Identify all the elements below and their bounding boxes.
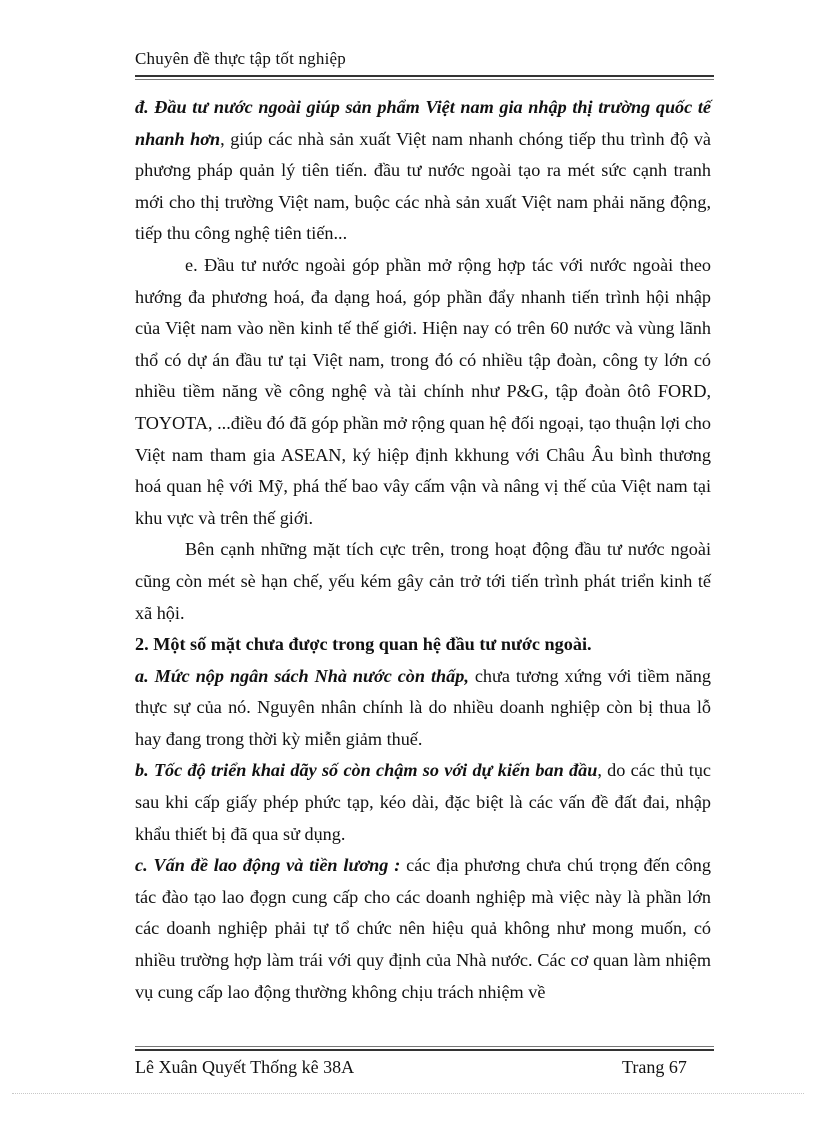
page-boundary-dotted-line [12,1093,804,1094]
paragraph-b [135,755,711,850]
paragraph-c-heading: c. Vấn đề lao động và tiền lương : [135,855,401,876]
paragraph-e: e. Đầu tư nước ngoài góp phần mở rộng hợp tác với nước ngoài theo hướng đa phương hoá, đa dạng hoá, góp phần đẩy nhanh tiến trình hội nhập của Việt nam vào nền kinh tế thế giới. Hiện nay có trên 60 nước và vùng lãnh thổ có dự án đầu tư tại Việt nam, trong đó có nhiều tập đoàn, công ty lớn có nhiều tiềm năng về công nghệ và tài chính như P&G, tập đoàn ôtô FORD, TOYOTA, ...điều đó đã góp phần mở rộng quan hệ đối ngoại, tạo thuận lợi cho Việt nam tham gia ASEAN, ký hiệp định kkhung với Châu Âu bình thương hoá quan hệ với Mỹ, phá thế bao vây cấm vận và nâng vị thế của Việt nam tại khu vực và trên thế giới. [135,254,711,528]
section-2-heading: 2. Một số mặt chưa được trong quan hệ đầu tư nước ngoài. [135,634,592,655]
paragraph-a-heading: a. Mức nộp ngân sách Nhà nước còn thấp, [135,665,469,686]
header-rule-thick [135,75,714,77]
footer-author: Lê Xuân Quyết Thống kê 38A [135,1057,355,1077]
page-number: Trang 67 [622,1057,687,1077]
footer-rule-thin [135,1046,714,1047]
paragraph-b-text: , do các thủ tục sau khi cấp giấy phép phức tạp, kéo dài, đặc biệt là các vấn đề đất đai, nhập khẩu thiết bị đã qua sử dụng. [135,760,711,844]
paragraph-d-heading: đ. Đầu tư nước ngoài giúp sản phẩm Việt nam gia nhập thị trường quốc tế nhanh hơn [135,97,711,149]
paragraph-a [135,661,711,756]
paragraph-d-text: , giúp các nhà sản xuất Việt nam nhanh chóng tiếp thu trình độ và phương pháp quản lý tiên tiến. đầu tư nước ngoài tạo ra mét sức cạnh tranh mới cho thị trường Việt nam, buộc các nhà sản xuất Việt nam phải năng động, tiếp thu công nghệ tiên tiến... [135,128,711,244]
paragraph-b-heading: b. Tốc độ triển khai dãy số còn chậm so với dự kiến ban đầu [135,760,598,781]
footer-rule-thick [135,1049,714,1051]
paragraph-c [135,850,711,1008]
header-rule-thin [135,79,714,80]
paragraph-c-text: các địa phương chưa chú trọng đến công tác đào tạo lao đọgn cung cấp cho các doanh nghiệp mà việc này là phần lớn các doanh nghiệp phải tự tổ chức nên hiệu quả không như mong muốn, có nhiều trường hợp làm trái với quy định của Nhà nước. Các cơ quan làm nhiệm vụ cung cấp lao động thường không chịu trách nhiệm về [135,855,711,1002]
paragraph-besides: Bên cạnh những mặt tích cực trên, trong hoạt động đầu tư nước ngoài cũng còn mét sè hạn chế, yếu kém gây cản trở tới tiến trình phát triển kinh tế xã hội. [135,539,711,623]
paragraph-d [135,92,711,250]
paragraph-a-text: chưa tương xứng với tiềm năng thực sự của nó. Nguyên nhân chính là do nhiều doanh nghiệp còn bị thua lỗ hay đang trong thời kỳ miễn giảm thuế. [135,665,711,749]
document-body [135,92,711,1008]
page-header-title: Chuyên đề thực tập tốt nghiệp [135,49,346,68]
